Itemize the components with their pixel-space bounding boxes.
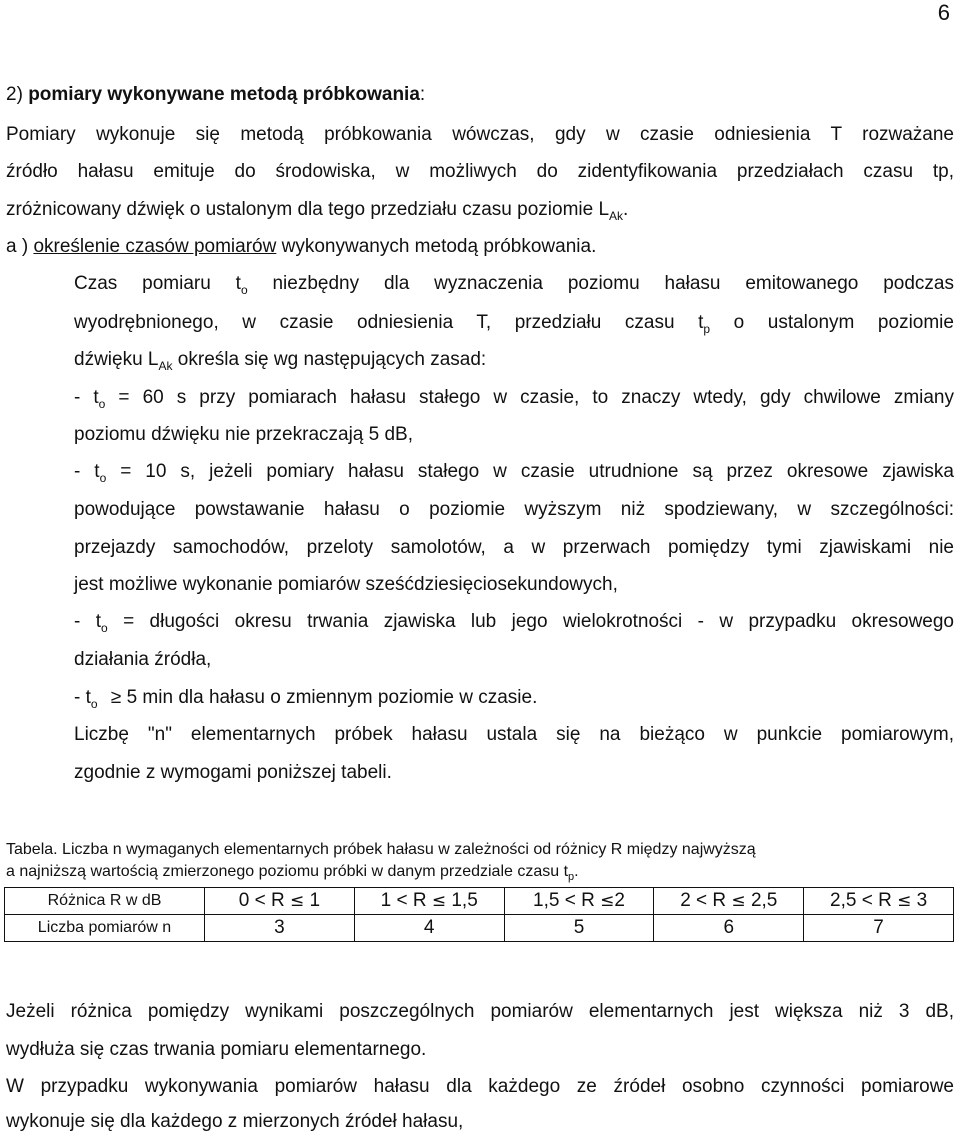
rule-2-line-4: jest możliwe wykonanie pomiarów sześćdziesięciosekundowych,: [74, 574, 618, 595]
heading-number: 2): [6, 84, 23, 105]
rule-1-line-1: [74, 386, 954, 411]
rule-3-line-2: działania źródła,: [74, 649, 212, 670]
heading-title: pomiary wykonywane metodą próbkowania: [28, 84, 420, 105]
closing-line-4: wykonuje się dla każdego z mierzonych źródeł hałasu,: [6, 1111, 464, 1132]
heading-suffix: :: [419, 84, 426, 105]
less-equal-symbol: ≤: [289, 891, 305, 911]
subscript-p: p: [703, 322, 711, 336]
subscript-ak: Ak: [158, 359, 173, 373]
rule-2-line-3: przejazdy samochodów, przeloty samolotów, a w przerwach pomiędzy tymi zjawiskami nie: [74, 537, 954, 558]
para1-l2-a: wyodrębnionego, w czasie odniesienia T, przedziału czasu t: [74, 312, 704, 333]
closing-line-3: W przypadku wykonywania pomiarów hałasu dla każdego ze źródeł osobno czynności pomiarowe: [6, 1076, 954, 1097]
rule-2-line-1: [74, 460, 954, 485]
table-row-count: [5, 915, 954, 942]
less-equal-symbol: ≤: [897, 891, 912, 911]
intro-line-2: źródło hałasu emituje do środowiska, w możliwych do zidentyfikowania przedziałach czasu tp,: [6, 161, 954, 182]
section-a-rest: wykonywanych metodą próbkowania.: [276, 236, 597, 257]
greater-equal-symbol: ≥: [110, 687, 122, 708]
rule-3-a: - t: [74, 611, 101, 632]
count-cell: 4: [354, 915, 504, 942]
less-equal-symbol: ≤: [431, 891, 447, 911]
para1-l1-b: niezbędny dla wyznaczenia poziomu hałasu emitowanego podczas: [247, 273, 954, 294]
intro-line-3: [6, 198, 628, 223]
rule-1-b: = 60 s przy pomiarach hałasu stałego w czasie, to znaczy wtedy, gdy chwilowe zmiany: [105, 387, 955, 408]
para1-l1-a: Czas pomiaru t: [74, 273, 241, 294]
samples-table: [4, 887, 954, 942]
range-cell: 2,5 < R ≤ 3: [804, 888, 954, 915]
para1-l2-b: o ustalonym poziomie: [710, 312, 954, 333]
count-cell: 3: [205, 915, 355, 942]
para1-l3-a: dźwięku L: [74, 349, 159, 370]
closing-line-1: Jeżeli różnica pomiędzy wynikami poszczególnych pomiarów elementarnych jest większa niż 3 dB,: [6, 1001, 954, 1022]
caption-l2-end: .: [574, 863, 579, 880]
page-number: 6: [937, 0, 950, 25]
para1-l3-b: określa się wg następujących zasad:: [172, 349, 487, 370]
table-caption-line-1: Tabela. Liczba n wymaganych elementarnych próbek hałasu w zależności od różnicy R między najwyższą: [6, 841, 756, 858]
subscript-o: o: [90, 697, 98, 711]
section-a-title: [6, 235, 596, 259]
rule-2-b: = 10 s, jeżeli pomiary hałasu stałego w czasie utrudnione są przez okresowe zjawiska: [106, 461, 954, 482]
subscript-ak: Ak: [609, 209, 624, 223]
count-cell: 6: [654, 915, 804, 942]
para1-line-3: [74, 348, 486, 373]
rule-3-line-1: [74, 610, 954, 635]
less-equal-symbol: ≤: [731, 891, 746, 911]
rule-4-b: 5 min dla hałasu o zmiennym poziomie w czasie.: [121, 687, 538, 708]
section-a-underlined: określenie czasów pomiarów: [33, 236, 277, 257]
subscript-p: p: [568, 871, 575, 883]
section-a-prefix: a ): [6, 236, 34, 257]
rule-2-line-2: powodujące powstawanie hałasu o poziomie wyższym niż spodziewany, w szczególności:: [74, 499, 954, 520]
subscript-o: o: [98, 397, 106, 411]
count-cell: 5: [504, 915, 654, 942]
range-cell: 0 < R ≤ 1: [205, 888, 355, 915]
rule-4-a: - t: [74, 687, 91, 708]
intro-line-1: Pomiary wykonuje się metodą próbkowania wówczas, gdy w czasie odniesienia T rozważane: [6, 124, 954, 145]
row-header-count: Liczba pomiarów n: [5, 915, 205, 942]
table-row-difference: [5, 888, 954, 915]
rule-4-line: [74, 686, 537, 711]
row-header-difference: Różnica R w dB: [5, 888, 205, 915]
rule-2-a: - t: [74, 461, 100, 482]
range-cell: 1 < R ≤ 1,5: [354, 888, 504, 915]
section-heading: [6, 83, 425, 107]
rule-3-b: = długości okresu trwania zjawiska lub jego wielokrotności - w przypadku okresowego: [107, 611, 954, 632]
count-cell: 7: [804, 915, 954, 942]
closing-line-2: wydłuża się czas trwania pomiaru elementarnego.: [6, 1039, 427, 1060]
range-cell: 1,5 < R ≤2: [504, 888, 654, 915]
subscript-o: o: [101, 621, 108, 635]
caption-l2-text: a najniższą wartością zmierzonego poziomu próbki w danym przedziale czasu t: [6, 863, 569, 880]
less-equal-symbol: ≤: [600, 891, 615, 911]
rule-1-line-2: poziomu dźwięku nie przekraczają 5 dB,: [74, 424, 414, 445]
intro-line-3-text: zróżnicowany dźwięk o ustalonym dla tego przedziału czasu poziomie L: [6, 199, 610, 220]
para1-line-2: [74, 311, 954, 336]
para2-line-2: zgodnie z wymogami poniższej tabeli.: [74, 762, 392, 783]
intro-line-3-end: .: [623, 199, 629, 220]
range-cell: 2 < R ≤ 2,5: [654, 888, 804, 915]
subscript-o: o: [240, 283, 248, 297]
para2-line-1: Liczbę "n" elementarnych próbek hałasu ustala się na bieżąco w punkcie pomiarowym,: [74, 724, 954, 745]
table-caption-line-2: [6, 862, 579, 883]
rule-1-a: - t: [74, 387, 99, 408]
para1-line-1: [74, 272, 954, 297]
subscript-o: o: [99, 471, 107, 485]
